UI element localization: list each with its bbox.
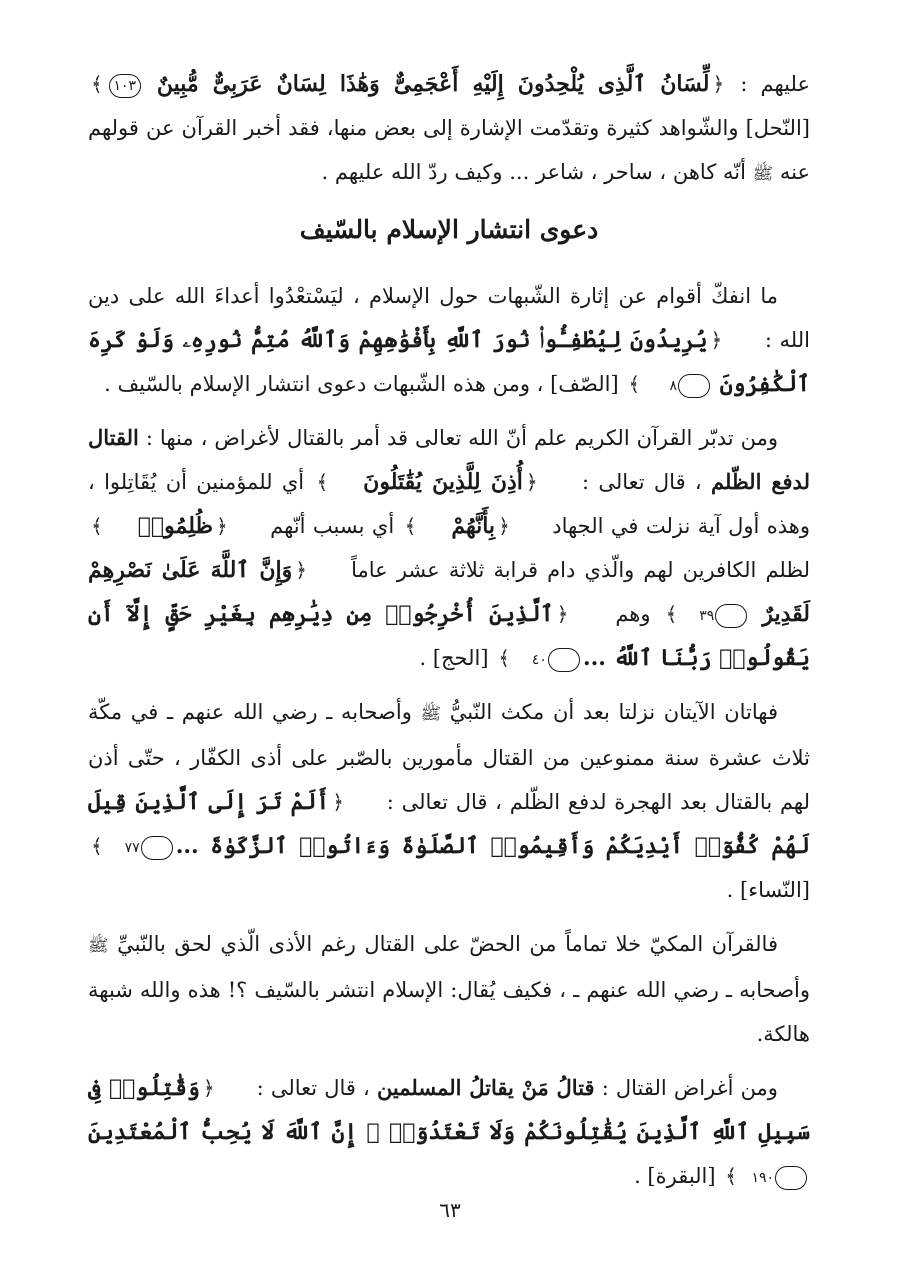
verse-number-marker: ٣٩: [715, 604, 747, 628]
quran-bracket-close: ﴾: [404, 514, 417, 538]
quran-bracket-open: ﴿: [556, 602, 569, 626]
text: ، قال تعالى :: [256, 1076, 370, 1100]
pbuh-ligature: ﷺ: [752, 164, 774, 184]
quran-bracket-close: ﴾: [498, 646, 510, 670]
paragraph-4: [88, 690, 810, 912]
pbuh-ligature: ﷺ: [88, 936, 109, 956]
text: [النّحل] والشّواهد كثيرة وتقدّمت الإشارة إلى بعض منها، فقد أخبر القرآن عن قولهم عنه: [88, 116, 810, 184]
text: ما انفكّ أقوام عن إثارة الشّبهات حول الإسلام ، ليَسْتعْدُوا أعداءَ الله على دين الله :: [88, 284, 810, 352]
quran-verse: وَقَٰتِلُوا۟ فِى سَبِيلِ ٱللَّهِ ٱلَّذِينَ يُقَٰتِلُونَكُمْ وَلَا تَعْتَدُوٓا۟ ۚ إِنَّ ٱللَّهَ لَا يُحِبُّ ٱلْمُعْتَدِينَ: [88, 1075, 810, 1145]
quran-bracket-close: ﴾: [725, 1164, 737, 1188]
verse-number-marker: ٨: [678, 374, 710, 398]
page-body: [88, 62, 810, 1208]
quran-verse: وَإِنَّ ٱللَّهَ عَلَىٰ نَصْرِهِمْ لَقَدِيرٌ: [88, 557, 810, 627]
quran-verse: ظُلِمُوا۟: [137, 513, 213, 539]
text: فالقرآن المكيّ خلا تماماً من الحضّ على القتال رغم الأذى الّذي لحق بالنّبيِّ: [117, 932, 778, 956]
quran-bracket-close: ﴾: [665, 602, 678, 626]
quran-bracket-open: ﴿: [216, 514, 228, 538]
text: [النّساء] .: [726, 878, 810, 902]
paragraph-5: [88, 922, 810, 1056]
text: ، قال تعالى :: [581, 470, 702, 494]
text: لظلم الكافرين لهم والّذي دام قرابة ثلاثة عشر عاماً: [351, 558, 810, 582]
quran-bracket-open: ﴿: [332, 790, 345, 814]
text: [البقرة] .: [634, 1164, 716, 1188]
text: ومن تدبّر القرآن الكريم علم أنّ الله تعالى قد أمر بالقتال لأغراض ، منها :: [145, 426, 778, 450]
quran-bracket-close: ﴾: [91, 514, 103, 538]
quran-bracket-open: ﴿: [498, 514, 510, 538]
bold-text: قتالُ مَنْ يقاتلُ المسلمين: [376, 1075, 595, 1100]
text: عليهم :: [740, 72, 810, 96]
page-number: ٦٣: [439, 1198, 461, 1222]
quran-verse: أَلَمْ تَرَ إِلَى ٱلَّذِينَ قِيلَ لَهُمْ كُفُّوٓا۟ أَيْدِيَكُمْ وَأَقِيمُوا۟ ٱلصَّلَوٰةَ وَءَاتُوا۟ ٱلزَّكَوٰةَ ...: [88, 789, 810, 859]
quran-bracket-open: ﴿: [710, 328, 723, 352]
text: أي بسبب أنّهم: [270, 514, 395, 538]
text: فهاتان الآيتان نزلتا بعد أن مكث النّبيُّ: [449, 700, 779, 724]
text: أنّه كاهن ، ساحر ، شاعر ... وكيف ردّ الله عليهم .: [321, 160, 746, 184]
pbuh-ligature: ﷺ: [420, 704, 442, 724]
quran-verse: يُرِيدُونَ لِيُطْفِـُٔوا۟ نُورَ ٱللَّهِ بِأَفْوَٰهِهِمْ وَٱللَّهُ مُتِمُّ نُورِهِۦ وَلَوْ كَرِهَ ٱلْكَٰفِرُونَ: [88, 327, 810, 397]
verse-number-marker: ٧٧: [141, 836, 173, 860]
quran-bracket-open: ﴿: [712, 72, 725, 96]
quran-verse: ٱلَّذِينَ أُخْرِجُوا۟ مِن دِيَٰرِهِم بِغَيْرِ حَقٍّ إِلَّآ أَن يَقُولُوا۟ رَبُّنَا ٱللَّهُ ...: [88, 601, 810, 671]
quran-bracket-open: ﴿: [295, 558, 307, 582]
text: أي للمؤمنين أن يُقَاتِلوا ، وهذه أول آية نزلت في الجهاد: [88, 470, 810, 538]
quran-bracket-close: ﴾: [91, 834, 103, 858]
paragraph-6: [88, 1066, 810, 1198]
quran-bracket-close: ﴾: [628, 372, 641, 396]
quran-bracket-open: ﴿: [525, 470, 538, 494]
verse-number-marker: ٤٠: [548, 648, 580, 672]
text: وأصحابه ـ رضي الله عنهم ـ ، فكيف يُقال: الإسلام انتشر بالسّيف ؟! هذه والله شبهة هالكة.: [88, 978, 810, 1046]
text: [الصّف] ، ومن هذه الشّبهات دعوى انتشار الإسلام بالسّيف .: [104, 372, 619, 396]
bold-text: القتال لدفع الظّلم: [88, 425, 810, 494]
quran-bracket-open: ﴿: [202, 1076, 215, 1100]
text: وهم: [615, 602, 651, 626]
quran-verse: لِّسَانُ ٱلَّذِى يُلْحِدُونَ إِلَيْهِ أَعْجَمِىٌّ وَهَٰذَا لِسَانٌ عَرَبِىٌّ مُّبِينٌ: [156, 71, 710, 97]
paragraph-2: [88, 274, 810, 406]
text: [الحج] .: [419, 646, 489, 670]
text: ومن أغراض القتال :: [601, 1076, 778, 1100]
quran-bracket-close: ﴾: [91, 72, 103, 96]
quran-verse: بِأَنَّهُمْ: [451, 513, 496, 539]
text: وأصحابه ـ رضي الله عنهم ـ في مكّة ثلاث عشرة سنة ممنوعين من القتال مأمورين بالصّبر على أذى الكفّار ، حتّى أذن لهم بالقتال بعد الهجرة لدفع الظّلم ، قال تعالى :: [88, 700, 810, 814]
quran-verse: أُذِنَ لِلَّذِينَ يُقَٰتَلُونَ: [363, 469, 523, 495]
verse-number-marker: ١٠٣: [109, 74, 141, 98]
paragraph-1: [88, 62, 810, 196]
paragraph-3: [88, 416, 810, 680]
section-heading: دعوى انتشار الإسلام بالسّيف: [299, 215, 599, 244]
quran-bracket-close: ﴾: [316, 470, 329, 494]
verse-number-marker: ١٩٠: [775, 1166, 807, 1190]
